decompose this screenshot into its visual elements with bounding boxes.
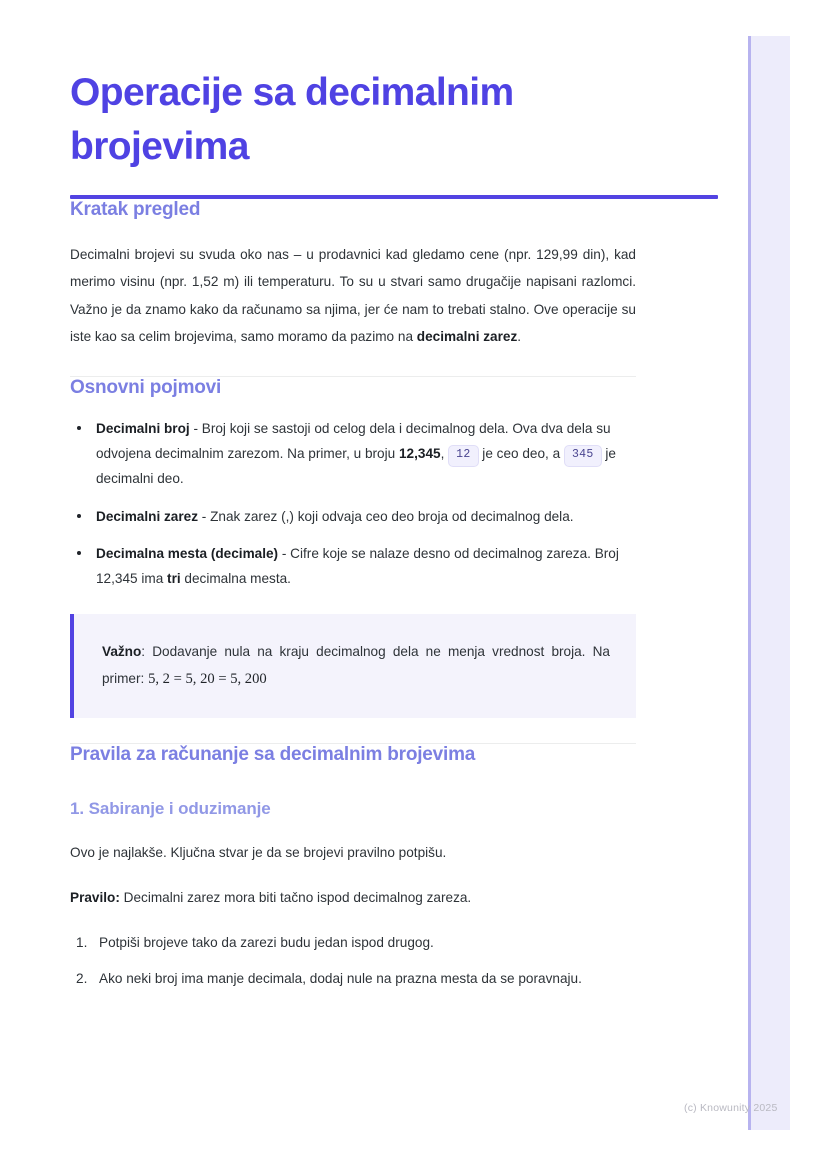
- bullet-icon: [77, 514, 81, 518]
- term-text-1: - Broj koji se sastoji od celog dela i decimalnog dela. Ova dva dela su odvojena decimalnim zarezom. Na primer, u broju: [96, 421, 611, 462]
- list-item: [70, 417, 636, 491]
- list-item: Potpiši brojeve tako da zarezi budu jedan ispod drugog.: [99, 935, 434, 951]
- term-text-4: je decimalni deo.: [96, 446, 616, 486]
- callout-paragraph: [102, 638, 610, 694]
- callout-text: : Dodavanje nula na kraju decimalnog dela ne menja vrednost broja. Na primer:: [102, 643, 610, 687]
- section-heading-concepts: Osnovni pojmovi: [70, 377, 222, 399]
- bullet-icon: [77, 426, 81, 430]
- addition-steps-list: [70, 931, 636, 991]
- term-text-2: ,: [440, 446, 449, 462]
- rule-label: Pravilo:: [70, 889, 120, 905]
- code-chip-12: 12: [448, 445, 478, 466]
- term-text-1: - Cifre koje se nalaze desno od decimalnog zareza. Broj 12,345 ima: [96, 546, 619, 587]
- subsection-heading-addition: 1. Sabiranje i oduzimanje: [70, 799, 271, 819]
- term-text-3: je ceo deo, a: [478, 446, 564, 462]
- callout-label: Važno: [102, 643, 142, 659]
- term-label: Decimalna mesta (decimale): [96, 546, 279, 562]
- bullet-icon: [77, 551, 81, 555]
- overview-paragraph-bold: decimalni zarez: [416, 328, 518, 344]
- term-text-2: decimalna mesta.: [180, 571, 291, 587]
- important-callout: [70, 614, 636, 718]
- term-bold-1: 12,345: [398, 446, 441, 462]
- code-chip-345: 345: [564, 445, 602, 466]
- rule-text: Decimalni zarez mora biti tačno ispod decimalnog zareza.: [119, 889, 472, 905]
- list-item: [70, 505, 636, 530]
- term-text-1: - Znak zarez (,) koji odvaja ceo deo broja od decimalnog dela.: [198, 508, 574, 524]
- section-heading-overview: Kratak pregled: [70, 198, 201, 220]
- watermark-text: (c) Knowunity 2025: [684, 1102, 778, 1114]
- concepts-list: [70, 417, 636, 591]
- term-label: Decimalni zarez: [96, 508, 198, 524]
- list-item: [70, 542, 636, 591]
- callout-math-expression: 5, 2 = 5, 20 = 5, 200: [148, 671, 267, 688]
- term-bold-1: tri: [167, 571, 181, 587]
- list-item: Ako neki broj ima manje decimala, dodaj nule na prazna mesta da se poravnaju.: [99, 970, 582, 986]
- overview-paragraph: [70, 241, 636, 351]
- addition-rule-paragraph: [70, 884, 636, 911]
- overview-paragraph-text: Decimalni brojevi su svuda oko nas – u prodavnici kad gledamo cene (npr. 129,99 din), kad merimo visinu (npr. 1,52 m) ili temperaturu. To su u stvari samo drugačije napisani razlomci. Važno je da znamo kako da računamo sa njima, jer će nam to trebati stalno. Ove operacije su iste kao sa celim brojevima, samo moramo da pazimo na: [70, 246, 636, 344]
- document-page: [70, 0, 636, 1003]
- addition-intro-paragraph: Ovo je najlakše. Ključna stvar je da se brojevi pravilno potpišu.: [70, 845, 447, 861]
- section-heading-rules: Pravila za računanje sa decimalnim brojevima: [70, 744, 476, 766]
- overview-paragraph-tail: .: [517, 328, 522, 344]
- page-title: Operacije sa decimalnim brojevima: [70, 71, 514, 168]
- term-label: Decimalni broj: [96, 421, 190, 437]
- right-edge-strip: [748, 36, 790, 1130]
